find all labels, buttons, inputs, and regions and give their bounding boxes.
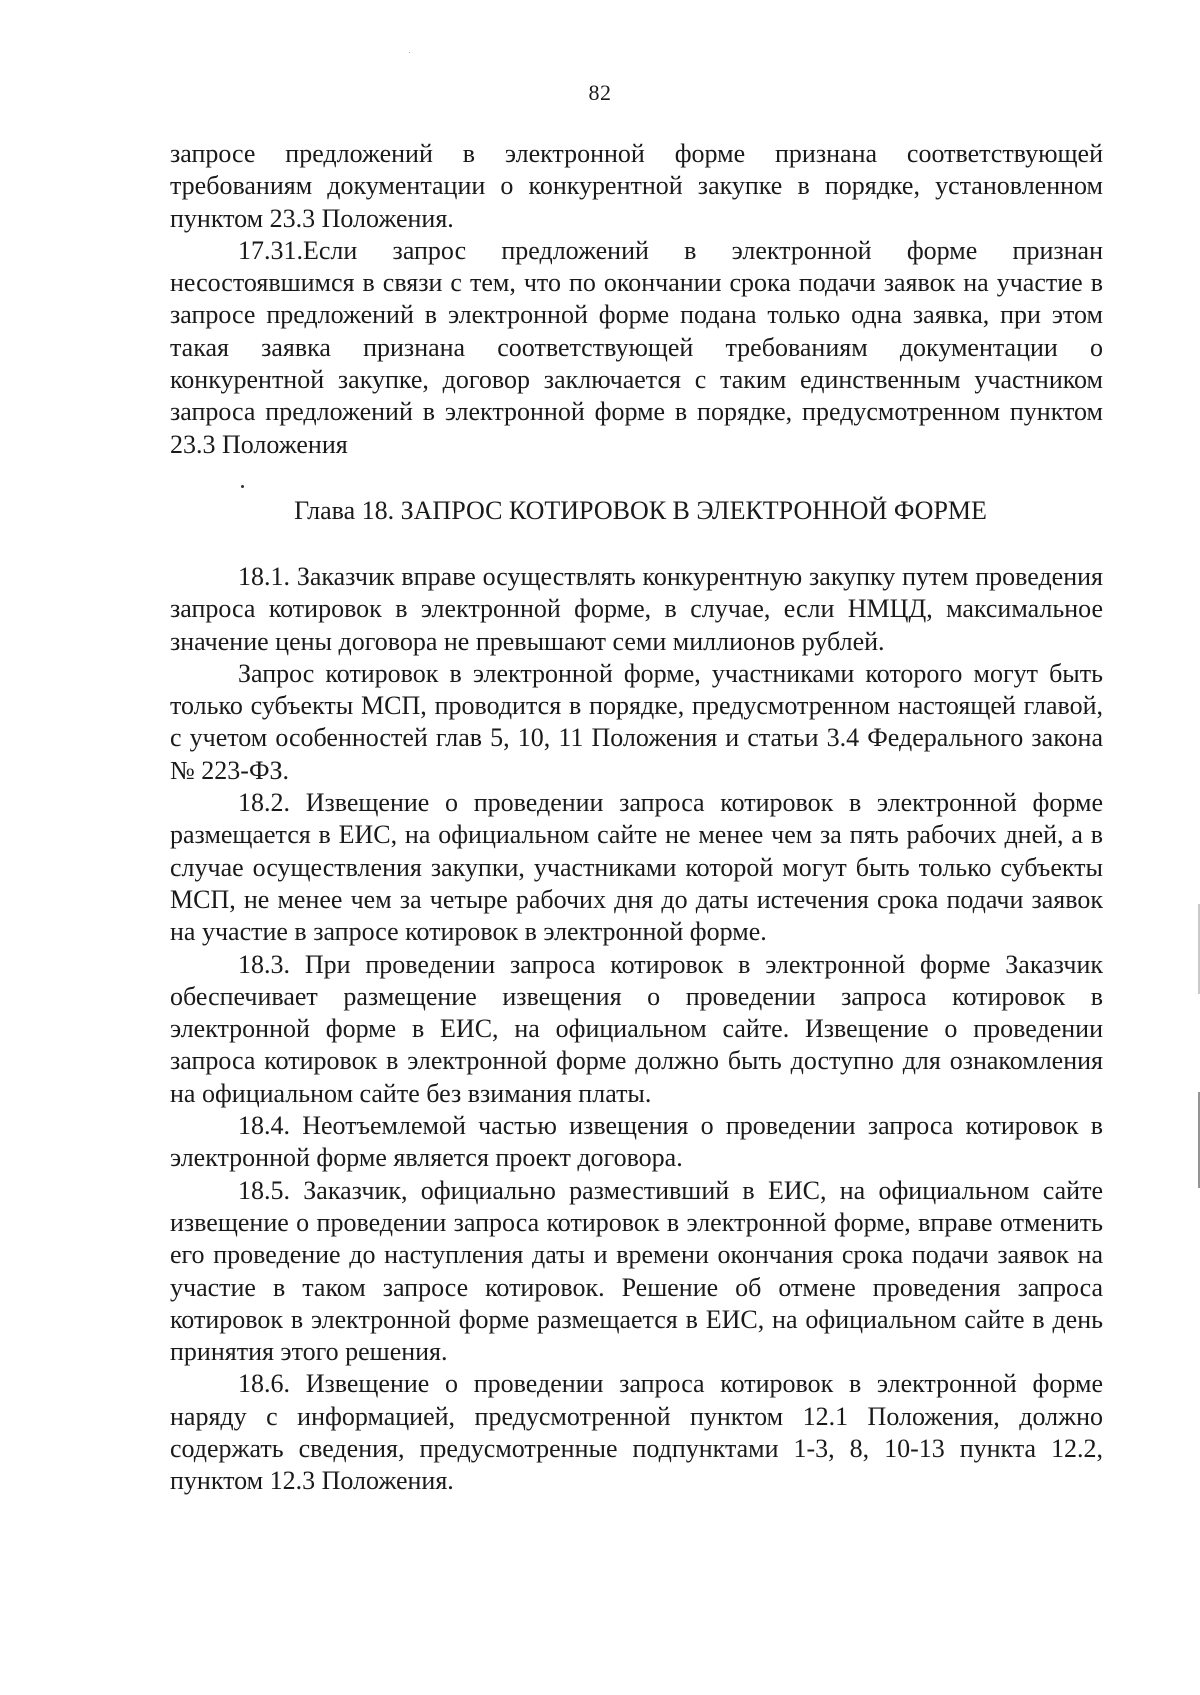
paragraph-18-5: 18.5. Заказчик, официально разместивший в ЕИС, на официальном сайте извещение о проведении запроса котировок в электронной форме, вправе отменить его проведение до наступления даты и времени окончания срока подачи заявок на участие в таком запросе котировок. Решение об отмене проведения запроса котировок в электронной форме размещается в ЕИС, на официальном сайте в день принятия этого решения. [170,1175,1103,1367]
scan-speck [241,485,244,488]
chapter-heading: Глава 18. ЗАПРОС КОТИРОВОК В ЭЛЕКТРОННОЙ ФОРМЕ [294,495,987,525]
scan-speck [409,52,410,53]
paragraph-18-2: 18.2. Извещение о проведении запроса котировок в электронной форме размещается в ЕИС, на официальном сайте не менее чем за пять рабочих дней, а в случае осуществления закупки, участниками которой могут быть только субъекты МСП, не менее чем за четыре рабочих дня до даты истечения срока подачи заявок на участие в запросе котировок в электронной форме. [170,788,1103,947]
paragraph-18-6: 18.6. Извещение о проведении запроса котировок в электронной форме наряду с информацией, предусмотренной пунктом 12.1 Положения, должно содержать сведения, предусмотренные подпунктами 1-3, 8, 10-13 пункта 12.2, пунктом 12.3 Положения. [170,1369,1103,1496]
paragraph-18-1: 18.1. Заказчик вправе осуществлять конкурентную закупку путем проведения запроса котировок в электронной форме, в случае, если НМЦД, максимальное значение цены договора не превышают семи миллионов рублей. [170,561,1103,656]
page-number: 82 [588,80,612,105]
paragraph-18-4: 18.4. Неотъемлемой частью извещения о проведении запроса котировок в электронной форме является проект договора. [170,1111,1103,1173]
paragraph-18-3: 18.3. При проведении запроса котировок в электронной форме Заказчик обеспечивает размещение извещения о проведении запроса котировок в электронной форме в ЕИС, на официальном сайте. Извещение о проведении запроса котировок в электронной форме должно быть доступно для ознакомления на официальном сайте без взимания платы. [170,949,1103,1108]
paragraph-18-1-msp: Запрос котировок в электронной форме, участниками которого могут быть только субъекты МСП, проводится в порядке, предусмотренном настоящей главой, с учетом особенностей глав 5, 10, 11 Положения и статьи 3.4 Федерального закона № 223-ФЗ. [170,658,1103,785]
document-body [170,138,1103,1498]
paragraph-continuation: запросе предложений в электронной форме признана соответствующей требованиям документации о конкурентной закупке в порядке, установленном пунктом 23.3 Положения. [170,139,1103,233]
paragraph-17-31: 17.31.Если запрос предложений в электронной форме признан несостоявшимся в связи с тем, что по окончании срока подачи заявок на участие в запросе предложений в электронной форме подана только одна заявка, при этом такая заявка признана соответствующей требованиям документации о конкурентной закупке, договор заключается с таким единственным участником запроса предложений в электронной форме в порядке, предусмотренном пунктом 23.3 Положения [170,235,1103,459]
